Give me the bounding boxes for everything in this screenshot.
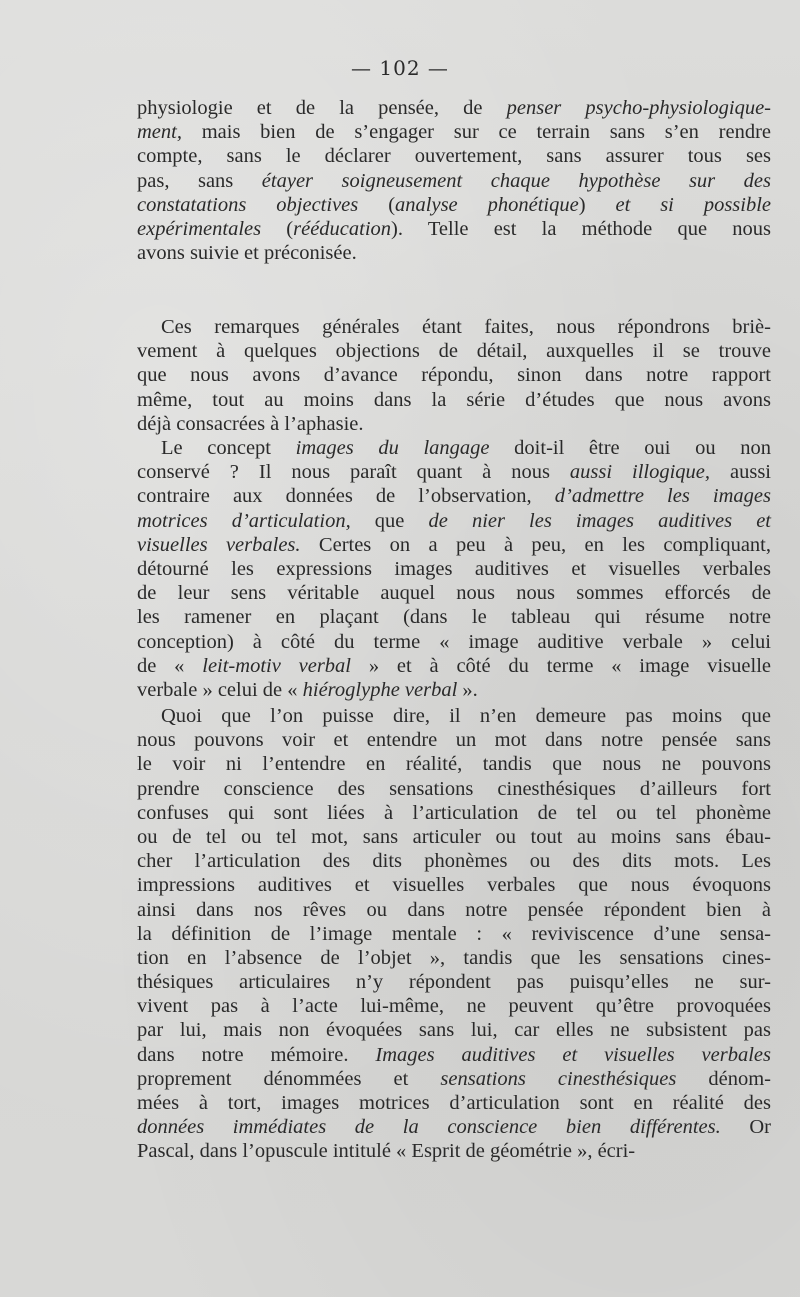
italic-run: Images auditives et visuelles verbales [375, 1043, 771, 1066]
text-run: déjà consacrées à l’aphasie. [137, 412, 364, 435]
text-run: de leur sens véritable auquel nous nous sommes efforcés de [137, 582, 771, 605]
text-line [137, 388, 771, 412]
text-line [137, 144, 771, 168]
italic-run: données immédiates de la conscience bien différentes. [137, 1116, 721, 1139]
text-run: » et à côté du terme « image visuelle [351, 654, 771, 677]
text-run: verbale » celui de « [137, 678, 303, 701]
text-line [137, 994, 771, 1018]
text-run: ( [358, 193, 396, 216]
text-line [137, 728, 771, 752]
italic-run: analyse phonétique [395, 193, 579, 216]
text-run: mais bien de s’engager sur ce terrain sans s’en rendre [181, 121, 771, 144]
text-run: détourné les expressions images auditives et visuelles verbales [137, 557, 771, 580]
text-line [137, 678, 771, 702]
text-line [137, 873, 771, 897]
text-run: le voir ni l’entendre en réalité, tandis que nous ne pouvons [137, 753, 771, 776]
text-run: contraire aux données de l’observation, [137, 485, 555, 508]
text-run: impressions auditives et visuelles verbales que nous évoquons [137, 874, 771, 897]
text-line [137, 1115, 771, 1139]
text-run: vement à quelques objections de détail, auxquelles il se trouve [137, 340, 771, 363]
text-run: de « [137, 654, 203, 677]
text-run: Pascal, dans l’opuscule intitulé « Esprit de géométrie », écri- [137, 1140, 636, 1163]
text-line [137, 1139, 771, 1163]
text-run: mées à tort, images motrices d’articulation sont en réalité des [137, 1092, 771, 1114]
text-run: doit-il être oui ou non [489, 437, 771, 459]
text-line [137, 801, 771, 825]
text-run: confuses qui sont liées à l’articulation de tel ou tel phonème [137, 801, 771, 824]
text-line [137, 898, 771, 922]
text-run: avons suivie et préconisée. [137, 242, 357, 265]
text-run: compte, sans le déclarer ouvertement, sans assurer tous ses [137, 145, 771, 168]
italic-run: leit-motiv verbal [202, 654, 352, 677]
page-number: — 102 — [351, 56, 449, 80]
text-line [137, 193, 771, 217]
italic-run: étayer soigneusement chaque hypothèse sur des [261, 169, 771, 192]
text-run: la définition de l’image mentale : « reviviscence d’une sensa- [137, 922, 771, 945]
text-run: les ramener en plaçant (dans le tableau qui résume notre [137, 606, 771, 629]
italic-run: ment, [137, 121, 182, 144]
text-run: Ces remarques générales étant faites, nous répondrons briè- [161, 316, 771, 338]
italic-run: sensations cinesthésiques [440, 1067, 677, 1090]
text-run: ». [457, 678, 478, 701]
text-run: physiologie et de la pensée, de [137, 97, 507, 119]
text-run: ainsi dans nos rêves ou dans notre pensée répondent bien à [137, 898, 771, 921]
text-run: Or [720, 1116, 771, 1139]
text-run: dans notre mémoire. [137, 1043, 376, 1066]
text-line [137, 777, 771, 801]
text-run: que [350, 509, 429, 532]
text-run: nous pouvons voir et entendre un mot dans notre pensée sans [137, 729, 771, 752]
text-run: même, tout au moins dans la série d’études que nous avons [137, 388, 771, 411]
text-line [137, 630, 771, 654]
text-line [137, 96, 771, 120]
text-run: dénom- [676, 1067, 771, 1090]
text-run: Le concept [161, 437, 296, 459]
text-line [137, 1018, 771, 1042]
paragraph-2 [137, 315, 771, 436]
text-line [137, 315, 771, 339]
text-run: conservé ? Il nous paraît quant à nous [137, 461, 570, 484]
italic-run: penser psycho-physiologique- [506, 97, 771, 119]
text-run: conception) à côté du terme « image auditive verbale » celui [137, 630, 771, 653]
paragraph-1 [137, 96, 771, 265]
text-line [137, 654, 771, 678]
italic-run: aussi illogique, [569, 461, 711, 484]
text-run: ( [261, 217, 294, 240]
text-line [137, 339, 771, 363]
text-line [137, 704, 771, 728]
text-line [137, 509, 771, 533]
text-run: cher l’articulation des dits phonèmes ou des dits mots. Les [137, 850, 771, 873]
paragraph-4 [137, 704, 771, 1164]
text-line [137, 1091, 771, 1115]
text-run: prendre conscience des sensations cinesthésiques d’ailleurs fort [137, 777, 771, 800]
text-line [137, 849, 771, 873]
text-line [137, 460, 771, 484]
text-line [137, 581, 771, 605]
text-line [137, 363, 771, 387]
text-run: Certes on a peu à peu, en les compliquant, [300, 533, 771, 556]
text-line [137, 120, 771, 144]
text-run: proprement dénommées et [137, 1067, 441, 1090]
text-line [137, 484, 771, 508]
text-line [137, 241, 771, 265]
text-run: Quoi que l’on puisse dire, il n’en demeure pas moins que [161, 705, 771, 727]
text-run: thésiques articulaires n’y répondent pas puisqu’elles ne sur- [137, 971, 771, 994]
text-line [137, 1043, 771, 1067]
italic-run: de nier les images auditives et [428, 509, 771, 532]
text-line [137, 436, 771, 460]
italic-run: images du langage [295, 437, 490, 459]
italic-run: hiéroglyphe verbal [302, 678, 458, 701]
text-line [137, 557, 771, 581]
text-line [137, 605, 771, 629]
text-run: aussi [710, 461, 771, 484]
text-line [137, 752, 771, 776]
text-run: ) [578, 193, 616, 216]
text-line [137, 946, 771, 970]
italic-run: expérimentales [137, 217, 262, 240]
italic-run: visuelles verbales. [137, 533, 301, 556]
paragraph-3 [137, 436, 771, 702]
text-run: vivent pas à l’acte lui-même, ne peuvent qu’être provoquées [137, 995, 771, 1018]
italic-run: et si possible [615, 193, 772, 216]
text-run: ). Telle est la méthode que nous [391, 217, 771, 240]
text-run: tion en l’absence de l’objet », tandis que les sensations cines- [137, 946, 771, 969]
text-run: que nous avons d’avance répondu, sinon dans notre rapport [137, 364, 771, 387]
text-run: pas, sans [137, 169, 262, 192]
text-run: par lui, mais non évoquées sans lui, car elles ne subsistent pas [137, 1019, 771, 1042]
text-line [137, 825, 771, 849]
text-line [137, 970, 771, 994]
text-run: ou de tel ou tel mot, sans articuler ou tout au moins sans ébau- [137, 825, 771, 848]
text-line [137, 1067, 771, 1091]
text-line [137, 169, 771, 193]
italic-run: rééducation [293, 217, 392, 240]
italic-run: motrices d’articulation, [137, 509, 351, 532]
text-line [137, 412, 771, 436]
text-line [137, 533, 771, 557]
text-line [137, 922, 771, 946]
italic-run: constatations objectives [137, 193, 359, 216]
italic-run: d’admettre les images [554, 485, 771, 508]
text-line [137, 217, 771, 241]
